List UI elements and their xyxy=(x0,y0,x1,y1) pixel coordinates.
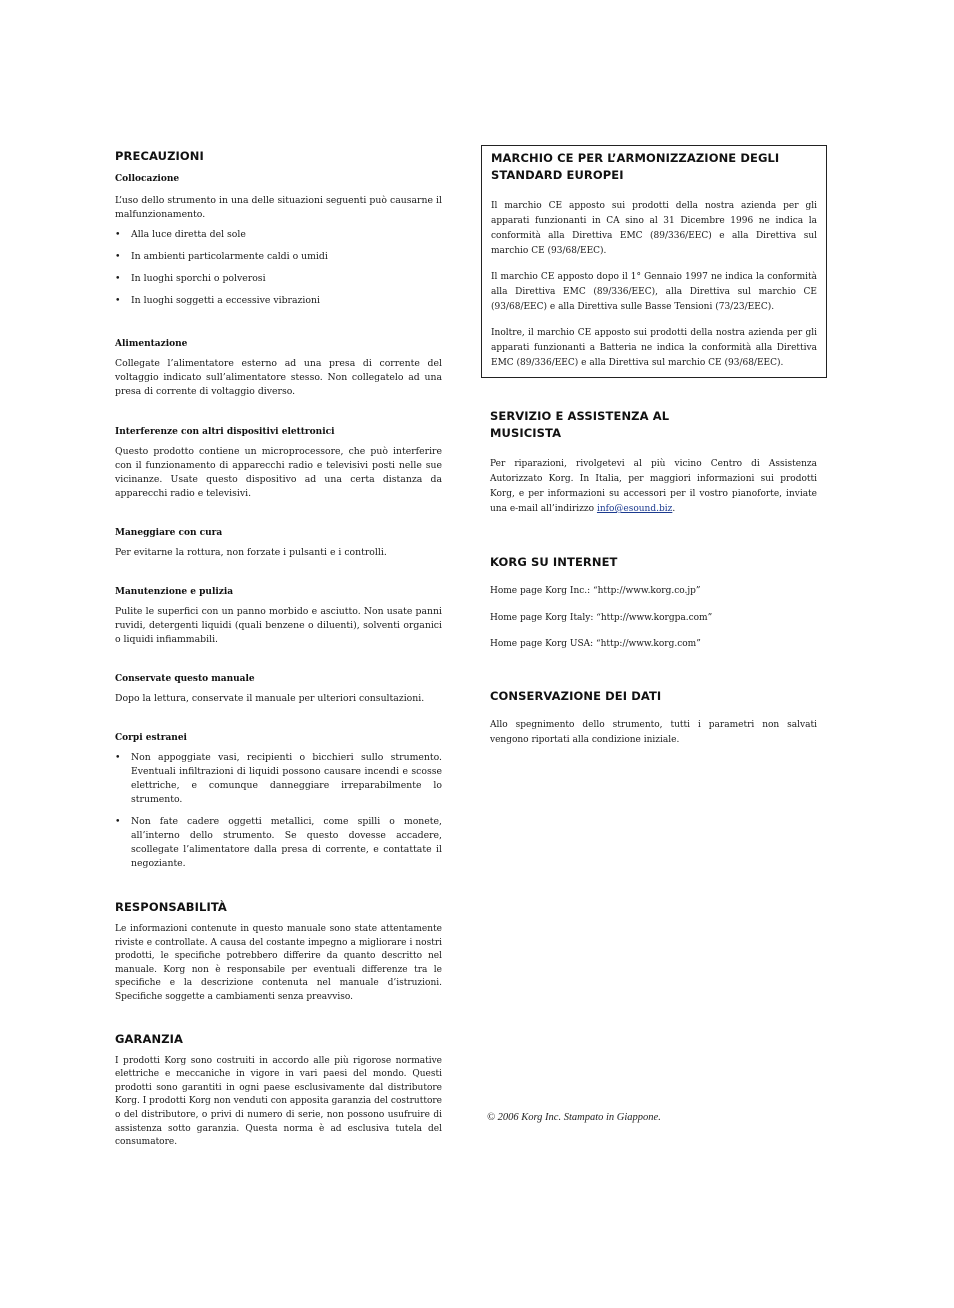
corpi-section xyxy=(115,732,442,871)
list-item: • In luoghi soggetti a eccessive vibrazioni xyxy=(115,294,442,308)
conservate-text: Dopo la lettura, conservate il manuale per ulteriori consultazioni. xyxy=(115,693,425,704)
collocazione-section xyxy=(115,173,442,308)
servizio-heading-line1: SERVIZIO E ASSISTENZA AL xyxy=(490,409,670,423)
copyright-footer: © 2006 Korg Inc. Stampato in Giappone. xyxy=(487,1112,661,1123)
collocazione-list xyxy=(115,228,442,308)
conservazione-text: Allo spegnimento dello strumento, tutti i parametri non salvati vengono riportati alla condizione iniziale. xyxy=(490,720,817,745)
garanzia-text: I prodotti Korg sono costruiti in accordo alle più rigorose normative elettriche e meccaniche in vigore in vari paesi del mondo. Questi prodotti sono garantiti in ogni paese esclusivamente dal distributore Korg. I prodotti Korg non venduti con apposita garanzia del costruttore o del distributore, o privi di numero di serie, non possono usufruire di assistenza sotto garanzia. Questa norma è ad esclusiva tutela del consumatore. xyxy=(115,1055,442,1148)
responsabilita-text: Le informazioni contenute in questo manuale sono state attentamente riviste e controllate. A causa del costante impegno a migliorare i nostri prodotti, le specifiche potrebbero differire da quanto descritto nel manuale. Korg non è responsabile per eventuali differenze tra le specifiche e la descrizione contenuta nel manuale d’istruzioni. Specifiche soggette a cambiamenti senza preavviso. xyxy=(115,924,442,1002)
manutenzione-heading: Manutenzione e pulizia xyxy=(115,587,234,597)
servizio-section xyxy=(481,408,827,517)
precauzioni-heading: PRECAUZIONI xyxy=(115,149,204,163)
servizio-heading xyxy=(490,408,817,442)
internet-section xyxy=(481,554,827,651)
collocazione-text: L’uso dello strumento in una delle situazioni seguenti può causarne il malfunzionamento. xyxy=(115,195,442,220)
servizio-heading-line2: MUSICISTA xyxy=(490,426,562,440)
email-link[interactable]: info@esound.biz xyxy=(596,504,673,514)
manutenzione-text: Pulite le superfici con un panno morbido e asciutto. Non usate panni ruvidi, detergenti liquidi (quali benzene o diluenti), solventi organici o liquidi infiammabili. xyxy=(115,606,442,645)
ce-mark-paragraph: Il marchio CE apposto dopo il 1° Gennaio 1997 ne indica la conformità alla Direttiva EMC (89/336/EEC), alla Direttiva sul marchio CE (93/68/EEC) e alla Direttiva sulle Basse Tensioni (73/23/EEC). xyxy=(491,272,817,312)
conservate-heading: Conservate questo manuale xyxy=(115,674,255,684)
ce-mark-paragraph: Inoltre, il marchio CE apposto sui prodotti della nostra azienda per gli apparati funzionanti a Batteria ne indica la conformità alla Direttiva EMC (89/336/EEC) e alla Direttiva sul marchio CE (93/68/EEC). xyxy=(491,328,817,368)
alimentazione-text: Collegate l’alimentatore esterno ad una presa di corrente del voltaggio indicato sull’alimentatore stesso. Non collegatelo ad una presa di corrente di voltaggio diverso. xyxy=(115,358,442,397)
ce-mark-paragraph: Il marchio CE apposto sui prodotti della nostra azienda per gli apparati funzionanti in CA sino al 31 Dicembre 1996 ne indica la conformità alla Direttiva EMC (89/336/EEC) e alla Direttiva sul marchio CE (93/68/EEC). xyxy=(491,201,817,256)
left-column xyxy=(115,148,442,1150)
internet-line: Home page Korg USA: “http://www.korg.com” xyxy=(490,639,701,649)
conservazione-heading: CONSERVAZIONE DEI DATI xyxy=(490,689,662,703)
interferenze-text: Questo prodotto contiene un microprocessore, che può interferire con il funzionamento di apparecchi radio e televisivi posti nelle sue vicinanze. Usate questo dispositivo ad una certa distanza da apparecchi radio e televisivi. xyxy=(115,446,442,499)
interferenze-section xyxy=(115,426,442,501)
corpi-heading: Corpi estranei xyxy=(115,733,187,743)
alimentazione-section xyxy=(115,338,442,399)
internet-line: Home page Korg Italy: “http://www.korgpa.com” xyxy=(490,613,713,623)
right-column xyxy=(481,145,827,748)
list-item: • In luoghi sporchi o polverosi xyxy=(115,272,442,286)
garanzia-heading: GARANZIA xyxy=(115,1031,184,1046)
responsabilita-heading: RESPONSABILITÀ xyxy=(115,900,227,914)
servizio-text-body: Per riparazioni, rivolgetevi al più vicino Centro di Assistenza Autorizzato Korg. In Italia, per maggiori informazioni sui prodotti Korg, e per informazioni su accessori per il vostro pianoforte, inviate una e-mail all’indirizzo xyxy=(490,459,817,514)
list-item: • Non fate cadere oggetti metallici, come spilli o monete, all’interno dello strumento. Se questo dovesse accadere, scollegate l’alimentatore dalla presa di corrente, e contattate il negoziante. xyxy=(115,815,442,871)
alimentazione-heading: Alimentazione xyxy=(115,339,188,349)
list-item: • Alla luce diretta del sole xyxy=(115,228,442,242)
maneggiare-heading: Maneggiare con cura xyxy=(115,528,223,538)
servizio-text-end: . xyxy=(672,504,676,514)
garanzia-section xyxy=(115,1031,442,1150)
list-item: • Non appoggiate vasi, recipienti o bicchieri sullo strumento. Eventuali infiltrazioni di liquidi possono causare incendi e scosse elettriche, e comunque danneggiare irreparabilmente lo strumento. xyxy=(115,751,442,807)
ce-mark-heading: MARCHIO CE PER L’ARMONIZZAZIONE DEGLI STANDARD EUROPEI xyxy=(491,151,780,182)
interferenze-heading: Interferenze con altri dispositivi elettronici xyxy=(115,427,335,437)
ce-mark-box xyxy=(481,145,827,378)
maneggiare-section xyxy=(115,527,442,560)
responsabilita-section xyxy=(115,899,442,1005)
maneggiare-text: Per evitarne la rottura, non forzate i pulsanti e i controlli. xyxy=(115,547,387,558)
servizio-text xyxy=(490,457,817,517)
conservazione-section xyxy=(481,688,827,748)
conservate-section xyxy=(115,673,442,706)
internet-heading: KORG SU INTERNET xyxy=(490,555,618,569)
corpi-list xyxy=(115,751,442,871)
collocazione-heading: Collocazione xyxy=(115,174,180,184)
list-item: • In ambienti particolarmente caldi o umidi xyxy=(115,250,442,264)
manutenzione-section xyxy=(115,586,442,647)
internet-line: Home page Korg Inc.: “http://www.korg.co.jp” xyxy=(490,586,701,596)
